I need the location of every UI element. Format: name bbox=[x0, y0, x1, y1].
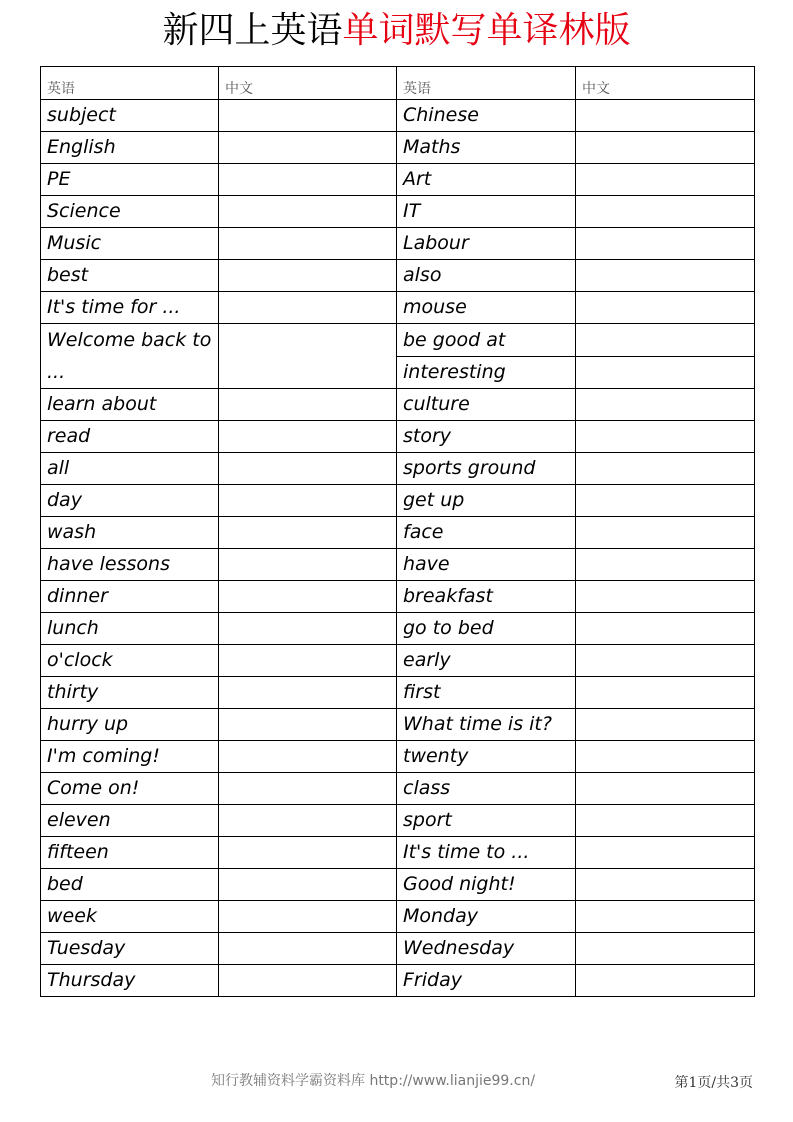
answer-cell[interactable] bbox=[576, 324, 755, 357]
word-cell-right: twenty bbox=[397, 741, 576, 773]
word-cell-right: What time is it? bbox=[397, 709, 576, 741]
word-cell-right: Maths bbox=[397, 132, 576, 164]
word-cell-right: Monday bbox=[397, 901, 576, 933]
header-english-left: 英语 bbox=[41, 67, 219, 100]
answer-cell[interactable] bbox=[576, 132, 755, 164]
answer-cell[interactable] bbox=[576, 837, 755, 869]
answer-cell[interactable] bbox=[576, 549, 755, 581]
answer-cell[interactable] bbox=[219, 485, 397, 517]
answer-cell[interactable] bbox=[219, 389, 397, 421]
answer-cell[interactable] bbox=[219, 581, 397, 613]
word-cell-left: week bbox=[41, 901, 219, 933]
answer-cell[interactable] bbox=[219, 645, 397, 677]
answer-cell[interactable] bbox=[219, 228, 397, 260]
table-row bbox=[41, 324, 755, 357]
word-cell-right: sports ground bbox=[397, 453, 576, 485]
page-title bbox=[0, 8, 793, 54]
word-cell-right: face bbox=[397, 517, 576, 549]
answer-cell[interactable] bbox=[576, 677, 755, 709]
table-row bbox=[41, 805, 755, 837]
table-row bbox=[41, 901, 755, 933]
word-cell-left: bed bbox=[41, 869, 219, 901]
answer-cell[interactable] bbox=[576, 164, 755, 196]
answer-cell[interactable] bbox=[219, 869, 397, 901]
word-cell-right: class bbox=[397, 773, 576, 805]
answer-cell[interactable] bbox=[576, 100, 755, 132]
answer-cell[interactable] bbox=[576, 805, 755, 837]
answer-cell[interactable] bbox=[576, 292, 755, 324]
title-part-black: 新四上英语 bbox=[162, 10, 343, 51]
answer-cell[interactable] bbox=[219, 677, 397, 709]
footer-source: 知行教辅资料学霸资料库 http://www.lianjie99.cn/ bbox=[211, 1073, 536, 1089]
word-cell-left: best bbox=[41, 260, 219, 292]
word-cell-left: learn about bbox=[41, 389, 219, 421]
title-part-red: 单词默写单译林版 bbox=[342, 10, 631, 51]
word-cell-right: go to bed bbox=[397, 613, 576, 645]
answer-cell[interactable] bbox=[576, 421, 755, 453]
vocab-table-body bbox=[41, 100, 755, 997]
table-row bbox=[41, 132, 755, 164]
table-row bbox=[41, 453, 755, 485]
table-row bbox=[41, 421, 755, 453]
word-cell-right: Labour bbox=[397, 228, 576, 260]
table-row bbox=[41, 773, 755, 805]
word-cell-right: Good night! bbox=[397, 869, 576, 901]
table-row bbox=[41, 228, 755, 260]
word-cell-left: English bbox=[41, 132, 219, 164]
header-chinese-right: 中文 bbox=[576, 67, 755, 100]
table-row bbox=[41, 292, 755, 324]
word-cell-right: story bbox=[397, 421, 576, 453]
answer-cell[interactable] bbox=[219, 517, 397, 549]
answer-cell[interactable] bbox=[576, 260, 755, 292]
answer-cell[interactable] bbox=[219, 805, 397, 837]
vocab-table bbox=[40, 66, 755, 997]
word-cell-right: get up bbox=[397, 485, 576, 517]
answer-cell[interactable] bbox=[576, 741, 755, 773]
header-english-right: 英语 bbox=[397, 67, 576, 100]
answer-cell[interactable] bbox=[576, 709, 755, 741]
word-cell-right: culture bbox=[397, 389, 576, 421]
answer-cell[interactable] bbox=[219, 901, 397, 933]
table-row bbox=[41, 677, 755, 709]
word-cell-left: PE bbox=[41, 164, 219, 196]
answer-cell[interactable] bbox=[576, 965, 755, 997]
word-cell-right: early bbox=[397, 645, 576, 677]
answer-cell[interactable] bbox=[576, 773, 755, 805]
word-cell-right: Wednesday bbox=[397, 933, 576, 965]
table-row bbox=[41, 517, 755, 549]
table-row bbox=[41, 613, 755, 645]
table-row bbox=[41, 837, 755, 869]
word-cell-right: Art bbox=[397, 164, 576, 196]
answer-cell[interactable] bbox=[576, 196, 755, 228]
answer-cell[interactable] bbox=[219, 549, 397, 581]
page-number: 第1页/共3页 bbox=[674, 1075, 753, 1091]
word-cell-right: sport bbox=[397, 805, 576, 837]
table-row bbox=[41, 869, 755, 901]
answer-cell[interactable] bbox=[219, 324, 397, 389]
word-cell-right: Friday bbox=[397, 965, 576, 997]
word-cell-left: Thursday bbox=[41, 965, 219, 997]
answer-cell[interactable] bbox=[576, 901, 755, 933]
table-row bbox=[41, 260, 755, 292]
word-cell-left: have lessons bbox=[41, 549, 219, 581]
word-cell-left: day bbox=[41, 485, 219, 517]
word-cell-right: IT bbox=[397, 196, 576, 228]
answer-cell[interactable] bbox=[219, 741, 397, 773]
answer-cell[interactable] bbox=[576, 645, 755, 677]
word-cell-left: dinner bbox=[41, 581, 219, 613]
word-cell-left: all bbox=[41, 453, 219, 485]
word-cell-right: Chinese bbox=[397, 100, 576, 132]
answer-cell[interactable] bbox=[219, 164, 397, 196]
word-cell-left: thirty bbox=[41, 677, 219, 709]
answer-cell[interactable] bbox=[576, 389, 755, 421]
table-row bbox=[41, 196, 755, 228]
word-cell-left: It's time for ... bbox=[41, 292, 219, 324]
answer-cell[interactable] bbox=[219, 260, 397, 292]
word-cell-left: fifteen bbox=[41, 837, 219, 869]
answer-cell[interactable] bbox=[219, 613, 397, 645]
word-cell-right: mouse bbox=[397, 292, 576, 324]
answer-cell[interactable] bbox=[219, 453, 397, 485]
answer-cell[interactable] bbox=[219, 292, 397, 324]
word-cell-right: also bbox=[397, 260, 576, 292]
answer-cell[interactable] bbox=[576, 485, 755, 517]
table-row bbox=[41, 965, 755, 997]
word-cell-left: Tuesday bbox=[41, 933, 219, 965]
word-cell-right: interesting bbox=[397, 356, 576, 389]
word-cell-right: be good at bbox=[397, 324, 576, 357]
header-row bbox=[41, 67, 755, 100]
answer-cell[interactable] bbox=[576, 613, 755, 645]
answer-cell[interactable] bbox=[576, 356, 755, 389]
word-cell-left: wash bbox=[41, 517, 219, 549]
word-cell-left: eleven bbox=[41, 805, 219, 837]
header-chinese-left: 中文 bbox=[219, 67, 397, 100]
word-cell-left: o'clock bbox=[41, 645, 219, 677]
word-cell-right: first bbox=[397, 677, 576, 709]
answer-cell[interactable] bbox=[219, 100, 397, 132]
answer-cell[interactable] bbox=[219, 773, 397, 805]
word-cell-left: Science bbox=[41, 196, 219, 228]
answer-cell[interactable] bbox=[219, 421, 397, 453]
word-cell-left: I'm coming! bbox=[41, 741, 219, 773]
answer-cell[interactable] bbox=[219, 933, 397, 965]
answer-cell[interactable] bbox=[219, 709, 397, 741]
answer-cell[interactable] bbox=[576, 228, 755, 260]
answer-cell[interactable] bbox=[219, 837, 397, 869]
word-cell-left: Music bbox=[41, 228, 219, 260]
answer-cell[interactable] bbox=[219, 965, 397, 997]
answer-cell[interactable] bbox=[576, 933, 755, 965]
word-cell-left: subject bbox=[41, 100, 219, 132]
answer-cell[interactable] bbox=[219, 196, 397, 228]
table-row bbox=[41, 645, 755, 677]
word-cell-left: read bbox=[41, 421, 219, 453]
word-cell-left: Welcome back to ... bbox=[41, 324, 219, 389]
table-row bbox=[41, 741, 755, 773]
word-cell-left: lunch bbox=[41, 613, 219, 645]
table-row bbox=[41, 164, 755, 196]
answer-cell[interactable] bbox=[576, 517, 755, 549]
word-cell-right: It's time to ... bbox=[397, 837, 576, 869]
answer-cell[interactable] bbox=[219, 132, 397, 164]
table-row bbox=[41, 709, 755, 741]
table-row bbox=[41, 389, 755, 421]
word-cell-left: hurry up bbox=[41, 709, 219, 741]
word-cell-left: Come on! bbox=[41, 773, 219, 805]
answer-cell[interactable] bbox=[576, 453, 755, 485]
table-row bbox=[41, 100, 755, 132]
table-row bbox=[41, 933, 755, 965]
word-cell-right: have bbox=[397, 549, 576, 581]
answer-cell[interactable] bbox=[576, 869, 755, 901]
table-row bbox=[41, 581, 755, 613]
answer-cell[interactable] bbox=[576, 581, 755, 613]
word-cell-right: breakfast bbox=[397, 581, 576, 613]
table-row bbox=[41, 485, 755, 517]
table-row bbox=[41, 549, 755, 581]
